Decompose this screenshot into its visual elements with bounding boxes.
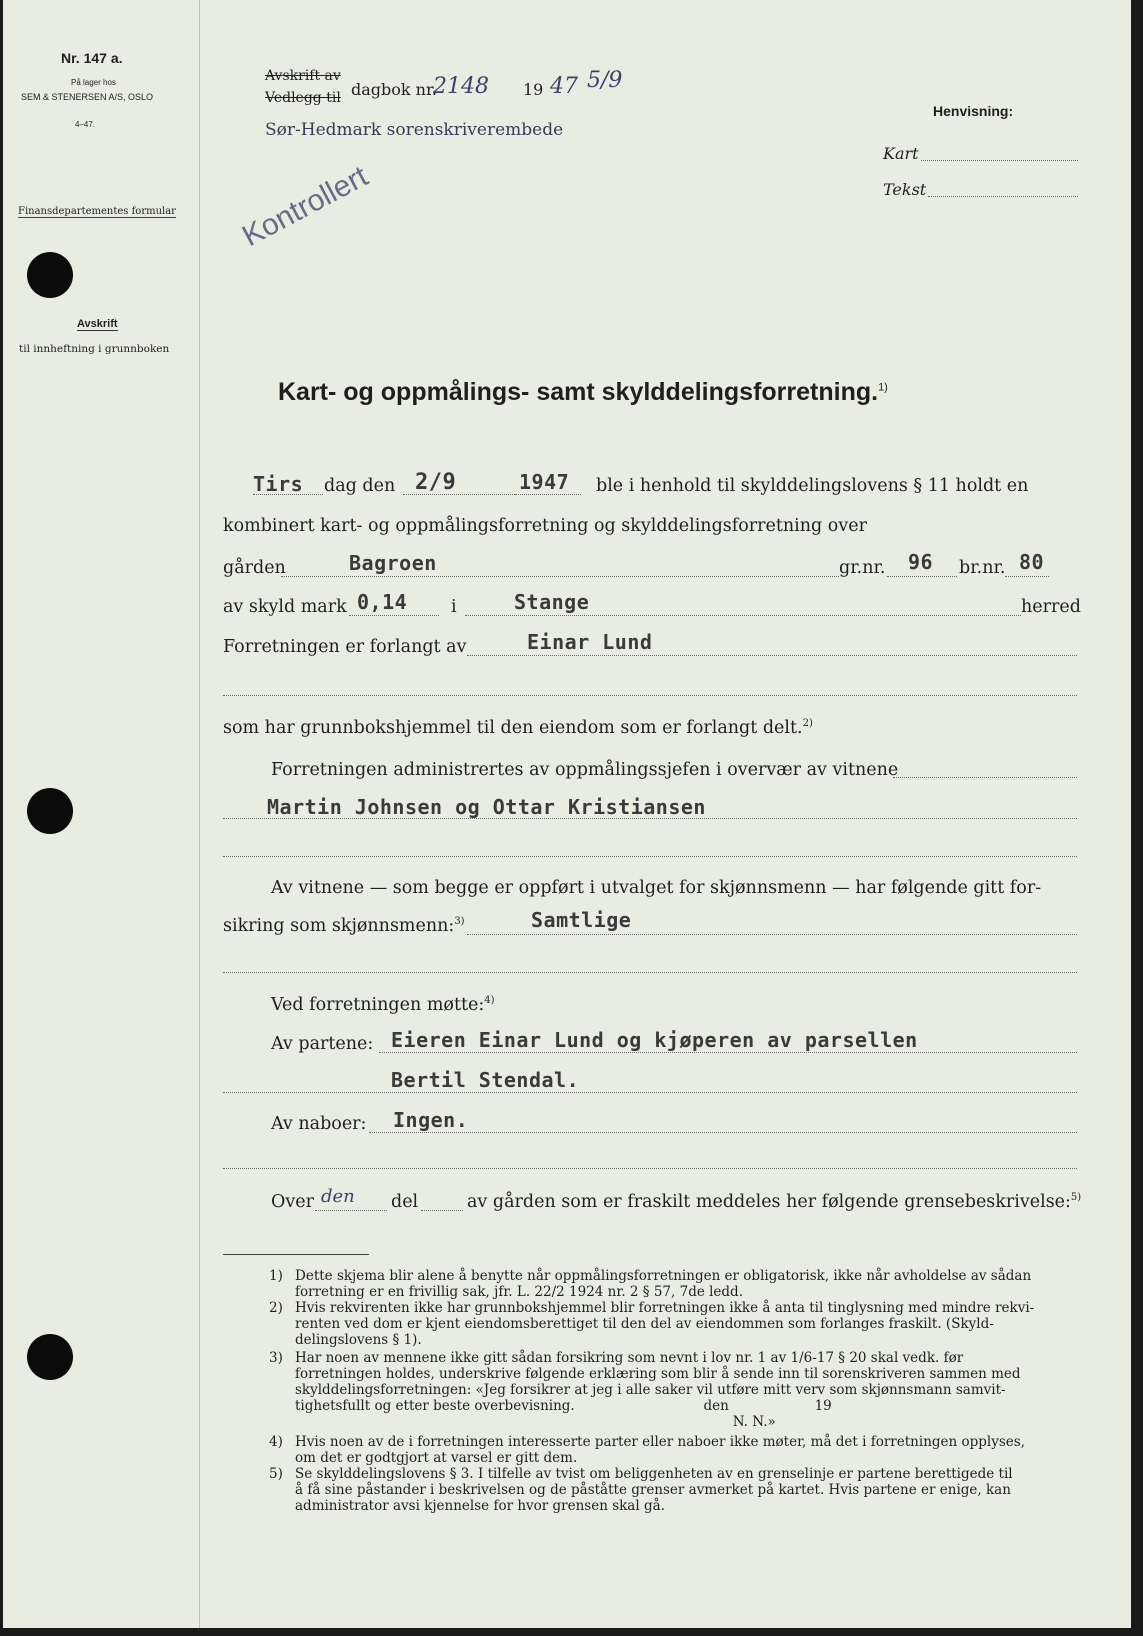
boundary-text-content: av gården som er fraskilt meddeles her følgende grensebeskrivelse: — [467, 1192, 1071, 1212]
document-title-text: Kart- og oppmålings- samt skylddelingsforretning. — [278, 378, 879, 406]
footnote-line: delingslovens § 1). — [295, 1332, 422, 1348]
document-title — [278, 378, 888, 407]
reference-text-line — [928, 196, 1078, 197]
witnesses-line — [223, 818, 1077, 819]
punch-hole-2 — [27, 788, 73, 834]
over-line — [315, 1210, 387, 1211]
footnote-mark: 3) — [269, 1350, 283, 1366]
assessor-text: Av vitnene — som begge er oppført i utvalget for skjønnsmenn — har følgende gitt for- — [271, 878, 1042, 898]
municipality: Stange — [514, 590, 590, 614]
copy-of-label: Avskrift av — [265, 68, 341, 84]
footnote-mark: 4) — [269, 1434, 283, 1450]
footnote-mark: 5) — [269, 1466, 283, 1482]
bnr-line — [1005, 576, 1049, 577]
farm-label: gården — [223, 558, 286, 578]
weekday: Tirs — [253, 472, 304, 496]
copy-purpose: til innheftning i grunnboken — [19, 343, 170, 355]
over-label: Over — [271, 1192, 314, 1212]
gnr-value: 96 — [908, 550, 934, 574]
journal-label: dagbok nr. — [351, 80, 437, 99]
footnote-2 — [269, 1300, 1034, 1348]
farm-line — [281, 576, 839, 577]
footnote-mark: 1) — [269, 1268, 283, 1284]
footnote-line: tighetsfullt og etter beste overbevisning. den 19 — [295, 1398, 832, 1414]
journal-number: 2148 — [433, 74, 489, 99]
gnr-label: gr.nr. — [839, 558, 886, 578]
parties-label: Av partene: — [271, 1034, 374, 1054]
blank-line-4 — [223, 1168, 1077, 1169]
dag-den-label: dag den — [324, 476, 396, 496]
deed-text — [223, 718, 813, 738]
deed-footnote-mark: 2) — [802, 718, 813, 730]
tax-line — [349, 615, 439, 616]
requested-label: Forretningen er forlangt av — [223, 637, 467, 657]
del-label: del — [391, 1192, 419, 1212]
present-label — [271, 995, 495, 1015]
date-code: 4–47. — [75, 120, 96, 129]
farm-name: Bagroen — [349, 551, 437, 575]
parties-line-1: Eieren Einar Lund og kjøperen av parsellen — [391, 1028, 918, 1052]
weekday-line — [253, 494, 323, 495]
intro-text: ble i henhold til skylddelingslovens § 11 holdt en — [596, 476, 1029, 496]
publisher-line-2: SEM & STENERSEN A/S, OSLO — [21, 92, 154, 102]
reference-map-label: Kart — [883, 144, 919, 163]
blank-line-3 — [223, 972, 1077, 973]
title-footnote-mark: 1) — [878, 381, 888, 394]
document-page — [3, 0, 1131, 1628]
footnote-mark: 2) — [269, 1300, 283, 1316]
footnote-line: Hvis rekvirenten ikke har grunnbokshjemmel blir forretningen ikke å anta til tinglysning med mindre rekvi- — [295, 1300, 1035, 1316]
parties-dotline-2 — [223, 1092, 1077, 1093]
tax-label: av skyld mark — [223, 597, 347, 617]
in-label: i — [451, 597, 457, 617]
requested-line — [467, 655, 1077, 656]
date-handwritten: 5/9 — [587, 68, 623, 93]
form-number: Nr. 147 a. — [61, 50, 123, 66]
reference-title: Henvisning: — [933, 103, 1014, 119]
assessor-line — [467, 934, 1077, 935]
footnote-5 — [269, 1466, 1013, 1514]
punch-hole-1 — [27, 252, 73, 298]
witnesses: Martin Johnsen og Ottar Kristiansen — [267, 795, 706, 819]
footnote-line: Har noen av mennene ikke gitt sådan forsikring som nevnt i lov nr. 1 av 1/6-17 § 20 skal vedk. før — [295, 1350, 964, 1366]
footnote-line: forretning er en frivillig sak, jfr. L. 22/2 1924 nr. 2 § 57, 7de ledd. — [295, 1284, 743, 1300]
boundary-footnote-mark: 5) — [1070, 1192, 1082, 1204]
municipality-line — [465, 615, 1021, 616]
assessor-footnote-mark: 3) — [454, 916, 465, 928]
stamp-controlled: Kontrollert — [237, 159, 374, 254]
deed-text-content: som har grunnbokshjemmel til den eiendom som er forlangt delt. — [223, 718, 803, 738]
margin-rule — [199, 0, 200, 1628]
year-line — [515, 494, 581, 495]
form-type-label: Finansdepartementes formular — [18, 206, 176, 217]
admin-text: Forretningen administrertes av oppmålingssjefen i overvær av vitnene — [271, 760, 899, 780]
tax-value: 0,14 — [357, 590, 408, 614]
footnote-4 — [269, 1434, 1025, 1466]
footnote-line: renten ved dom er kjent eiendomsberettiget til den del av eiendommen som forlanges fraskilt. (Skyld- — [295, 1316, 994, 1332]
present-label-text: Ved forretningen møtte: — [271, 995, 485, 1015]
bnr-value: 80 — [1019, 550, 1045, 574]
boundary-text — [467, 1192, 1081, 1212]
neighbours-label: Av naboer: — [271, 1114, 367, 1134]
assessors: Samtlige — [531, 908, 632, 932]
punch-hole-3 — [27, 1334, 73, 1380]
del-line — [421, 1210, 463, 1211]
footnote-line: administrator avsi kjennelse for hvor grensen skal gå. — [295, 1498, 665, 1514]
parties-dotline-1 — [379, 1052, 1077, 1053]
assessor-text-2-content: sikring som skjønnsmenn: — [223, 916, 455, 936]
bnr-label: br.nr. — [959, 558, 1006, 578]
date-line — [403, 494, 515, 495]
year-value: 1947 — [519, 470, 570, 494]
neighbours: Ingen. — [393, 1108, 469, 1132]
parties-line-2: Bertil Stendal. — [391, 1068, 580, 1092]
year-suffix: 47 — [550, 74, 578, 99]
date-value: 2/9 — [415, 470, 457, 495]
present-footnote-mark: 4) — [484, 995, 495, 1007]
footnote-line: Hvis noen av de i forretningen interesserte parter eller naboer ikke møter, må det i forretningen opplyses, — [295, 1434, 1025, 1450]
year-prefix: 19 — [523, 80, 544, 99]
over-handwritten: den — [321, 1186, 355, 1207]
footnote-line: skylddelingsforretningen: «Jeg forsikrer at jeg i alle saker vil utføre mitt verv som skjønnsmann samvit- — [295, 1382, 1006, 1398]
assessor-text-2 — [223, 916, 465, 936]
herred-label: herred — [1021, 597, 1081, 617]
neighbours-line — [369, 1132, 1077, 1133]
footnote-line: å få sine påstander i beskrivelsen og de påståtte grenser avmerket på kartet. Hvis partene er enige, kan — [295, 1482, 1011, 1498]
admin-line — [893, 777, 1077, 778]
enclosure-label: Vedlegg til — [265, 90, 341, 106]
copy-title: Avskrift — [77, 318, 118, 330]
footnote-3 — [269, 1350, 1021, 1430]
requested-by: Einar Lund — [527, 630, 653, 654]
footnote-line: Se skylddelingslovens § 3. I tilfelle av tvist om beliggenheten av en grenselinje er partene berettigede til — [295, 1466, 1013, 1482]
blank-line-1 — [223, 695, 1077, 696]
reference-map-line — [921, 160, 1078, 161]
office-name: Sør-Hedmark sorenskriverembede — [265, 120, 564, 140]
footnote-line: Dette skjema blir alene å benytte når oppmålingsforretningen er obligatorisk, ikke når avholdelse av sådan — [295, 1268, 1032, 1284]
footnote-line: forretningen holdes, underskrive følgende erklæring som blir å sende inn til sorenskriveren sammen med — [295, 1366, 1021, 1382]
reference-text-label: Tekst — [883, 180, 927, 199]
footnote-signature: N. N.» — [295, 1414, 776, 1430]
blank-line-2 — [223, 856, 1077, 857]
intro-text-line-2: kombinert kart- og oppmålingsforretning og skylddelingsforretning over — [223, 516, 867, 536]
footnote-1 — [269, 1268, 1031, 1300]
publisher-line-1: På lager hos — [71, 78, 116, 87]
gnr-line — [887, 576, 957, 577]
footnote-line: om det er godtgjort at varsel er gitt dem. — [295, 1450, 578, 1466]
footnote-separator — [223, 1254, 369, 1255]
